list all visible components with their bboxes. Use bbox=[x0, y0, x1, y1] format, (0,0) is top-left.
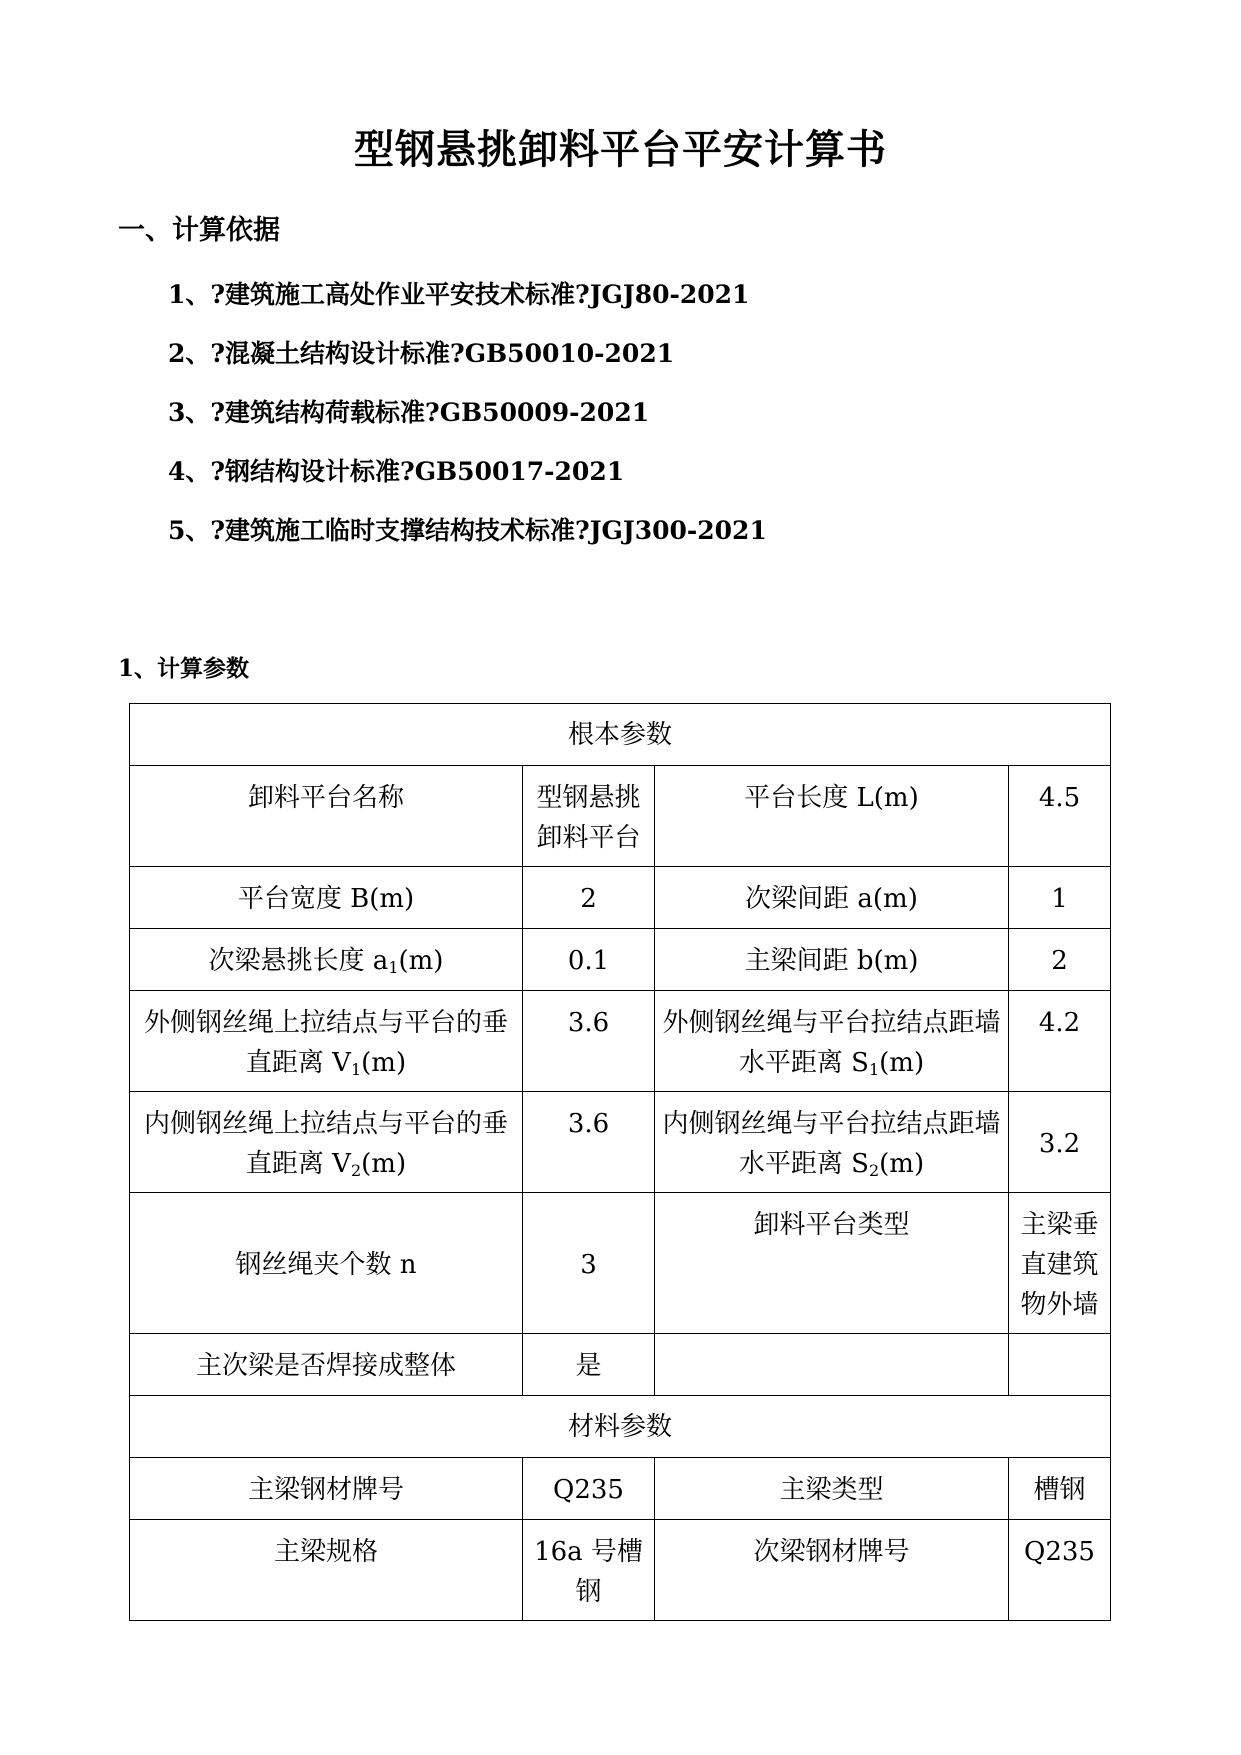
document-title: 型钢悬挑卸料平台平安计算书 bbox=[354, 126, 887, 173]
param-label: 主梁规格 bbox=[130, 1520, 523, 1621]
param-value: 3.6 bbox=[523, 991, 655, 1092]
param-label: 外侧钢丝绳与平台拉结点距墙水平距离 $S_1(m)$ bbox=[655, 991, 1009, 1092]
param-value: 4.2 bbox=[1009, 991, 1111, 1092]
param-value: 4.5 bbox=[1009, 766, 1111, 867]
param-value: 槽钢 bbox=[1009, 1458, 1111, 1520]
param-value: 3.6 bbox=[523, 1092, 655, 1193]
sub-heading: 1、计算参数 bbox=[118, 655, 250, 682]
param-label: 内侧钢丝绳上拉结点与平台的垂直距离 $V_2(m)$ bbox=[130, 1092, 523, 1193]
reference-item: 2、?混凝土结构设计标准?GB50010-2021 bbox=[168, 339, 675, 368]
parameter-table bbox=[129, 703, 1111, 1621]
param-value: 型钢悬挑卸料平台 bbox=[523, 766, 655, 867]
param-label: 外侧钢丝绳上拉结点与平台的垂直距离 $V_1(m)$ bbox=[130, 991, 523, 1092]
basic-params-header: 根本参数 bbox=[130, 704, 1111, 766]
table-row bbox=[130, 867, 1111, 929]
param-value: 3 bbox=[523, 1193, 655, 1334]
param-label: 钢丝绳夹个数 n bbox=[130, 1193, 523, 1334]
param-label: 次梁钢材牌号 bbox=[655, 1520, 1009, 1621]
param-value: 3.2 bbox=[1009, 1092, 1111, 1193]
param-value: 2 bbox=[523, 867, 655, 929]
table-row bbox=[130, 1396, 1111, 1458]
reference-item: 5、?建筑施工临时支撑结构技术标准?JGJ300-2021 bbox=[168, 516, 767, 545]
material-params-header: 材料参数 bbox=[130, 1396, 1111, 1458]
section-heading: 一、计算依据 bbox=[118, 215, 280, 246]
table-row bbox=[130, 929, 1111, 991]
reference-item: 1、?建筑施工高处作业平安技术标准?JGJ80-2021 bbox=[168, 280, 750, 309]
table-row bbox=[130, 766, 1111, 867]
param-label: 次梁悬挑长度 $a_1(m)$ bbox=[130, 929, 523, 991]
param-label: 主梁类型 bbox=[655, 1458, 1009, 1520]
table-row bbox=[130, 1193, 1111, 1334]
reference-item: 4、?钢结构设计标准?GB50017-2021 bbox=[168, 457, 625, 486]
param-label: 平台长度 L(m) bbox=[655, 766, 1009, 867]
param-label: 卸料平台类型 bbox=[655, 1193, 1009, 1334]
param-label bbox=[655, 1334, 1009, 1396]
param-label: 主梁间距 b(m) bbox=[655, 929, 1009, 991]
table-row bbox=[130, 991, 1111, 1092]
param-value: Q235 bbox=[1009, 1520, 1111, 1621]
param-value: Q235 bbox=[523, 1458, 655, 1520]
param-value: 是 bbox=[523, 1334, 655, 1396]
param-label: 卸料平台名称 bbox=[130, 766, 523, 867]
param-value: 16a 号槽钢 bbox=[523, 1520, 655, 1621]
table-row bbox=[130, 1092, 1111, 1193]
reference-item: 3、?建筑结构荷载标准?GB50009-2021 bbox=[168, 398, 650, 427]
param-value: 1 bbox=[1009, 867, 1111, 929]
param-label: 次梁间距 a(m) bbox=[655, 867, 1009, 929]
param-label: 主次梁是否焊接成整体 bbox=[130, 1334, 523, 1396]
param-value: 主梁垂直建筑物外墙 bbox=[1009, 1193, 1111, 1334]
table-row bbox=[130, 704, 1111, 766]
param-value: 2 bbox=[1009, 929, 1111, 991]
param-label: 平台宽度 B(m) bbox=[130, 867, 523, 929]
param-value: 0.1 bbox=[523, 929, 655, 991]
table-row bbox=[130, 1334, 1111, 1396]
table-row bbox=[130, 1458, 1111, 1520]
param-label: 主梁钢材牌号 bbox=[130, 1458, 523, 1520]
reference-list bbox=[168, 280, 767, 575]
param-label: 内侧钢丝绳与平台拉结点距墙水平距离 $S_2(m)$ bbox=[655, 1092, 1009, 1193]
table-row bbox=[130, 1520, 1111, 1621]
param-value bbox=[1009, 1334, 1111, 1396]
